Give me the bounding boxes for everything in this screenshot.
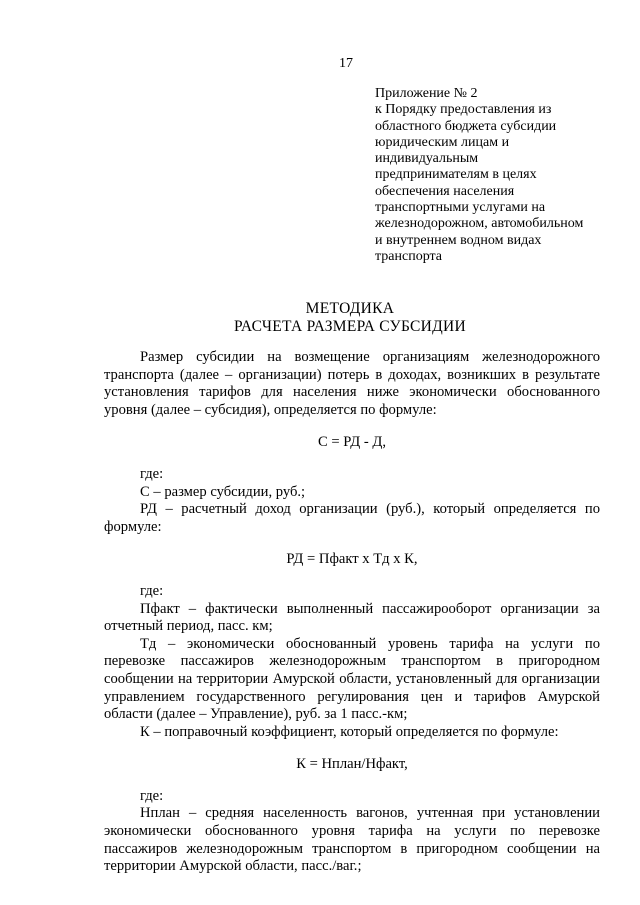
- definition-td: Тд – экономически обоснованный уровень тарифа на услуги по перевозке пассажиров железнодорожным транспортом в пригородном сообщении на территории Амурской области, установленный для организации управлением государственного регулирования цен и тарифов Амурской области (далее – Управление), руб. за 1 пасс.-км;: [104, 635, 600, 723]
- appendix-line: и внутреннем водном видах: [375, 232, 542, 248]
- appendix-line: областного бюджета субсидии: [375, 118, 557, 134]
- appendix-line: обеспечения населения: [375, 183, 515, 199]
- appendix-line: транспортными услугами на: [375, 200, 546, 216]
- appendix-line: транспорта: [375, 248, 443, 264]
- heading-subtitle: РАСЧЕТА РАЗМЕРА СУБСИДИИ: [233, 318, 467, 335]
- heading-title: МЕТОДИКА: [305, 300, 395, 317]
- document-body: [104, 349, 600, 876]
- definition-nplan: Нплан – средняя населенность вагонов, учтенная при установлении экономически обоснованного уровня тарифа на услуги по перевозке пассажиров железнодорожным транспортом в пригородном сообщении на территории Амурской области, пасс./ваг.;: [104, 805, 600, 875]
- where-label: где:: [140, 582, 164, 599]
- page-number: 17: [339, 56, 353, 71]
- definition-pfakt: Пфакт – фактически выполненный пассажирооборот организации за отчетный период, пасс. км;: [104, 600, 600, 635]
- formula-rd: РД = Пфакт х Тд х К,: [286, 551, 418, 568]
- document-heading: [0, 300, 640, 336]
- formula-k: К = Нплан/Нфакт,: [296, 756, 408, 773]
- appendix-line: Приложение № 2: [375, 86, 478, 101]
- intro-paragraph: Размер субсидии на возмещение организациям железнодорожного транспорта (далее – организации) потерь в доходах, возникших в результате установления тарифов для населения ниже экономически обоснованного уровня (далее – субсидия), определяется по формуле:: [104, 349, 600, 418]
- definition-rd: РД – расчетный доход организации (руб.), который определяется по формуле:: [104, 501, 600, 535]
- where-label: где:: [140, 465, 164, 482]
- appendix-block: [375, 86, 615, 265]
- definition-c: С – размер субсидии, руб.;: [140, 483, 306, 500]
- appendix-line: железнодорожном, автомобильном: [375, 216, 584, 232]
- appendix-line: индивидуальным: [375, 151, 479, 167]
- appendix-line: предпринимателям в целях: [375, 167, 537, 183]
- appendix-line: к Порядку предоставления из: [375, 102, 552, 118]
- appendix-line: юридическим лицам и: [375, 134, 510, 150]
- where-label: где:: [140, 787, 164, 804]
- definition-k: К – поправочный коэффициент, который определяется по формуле:: [140, 723, 559, 740]
- formula-subsidy: С = РД - Д,: [318, 434, 386, 451]
